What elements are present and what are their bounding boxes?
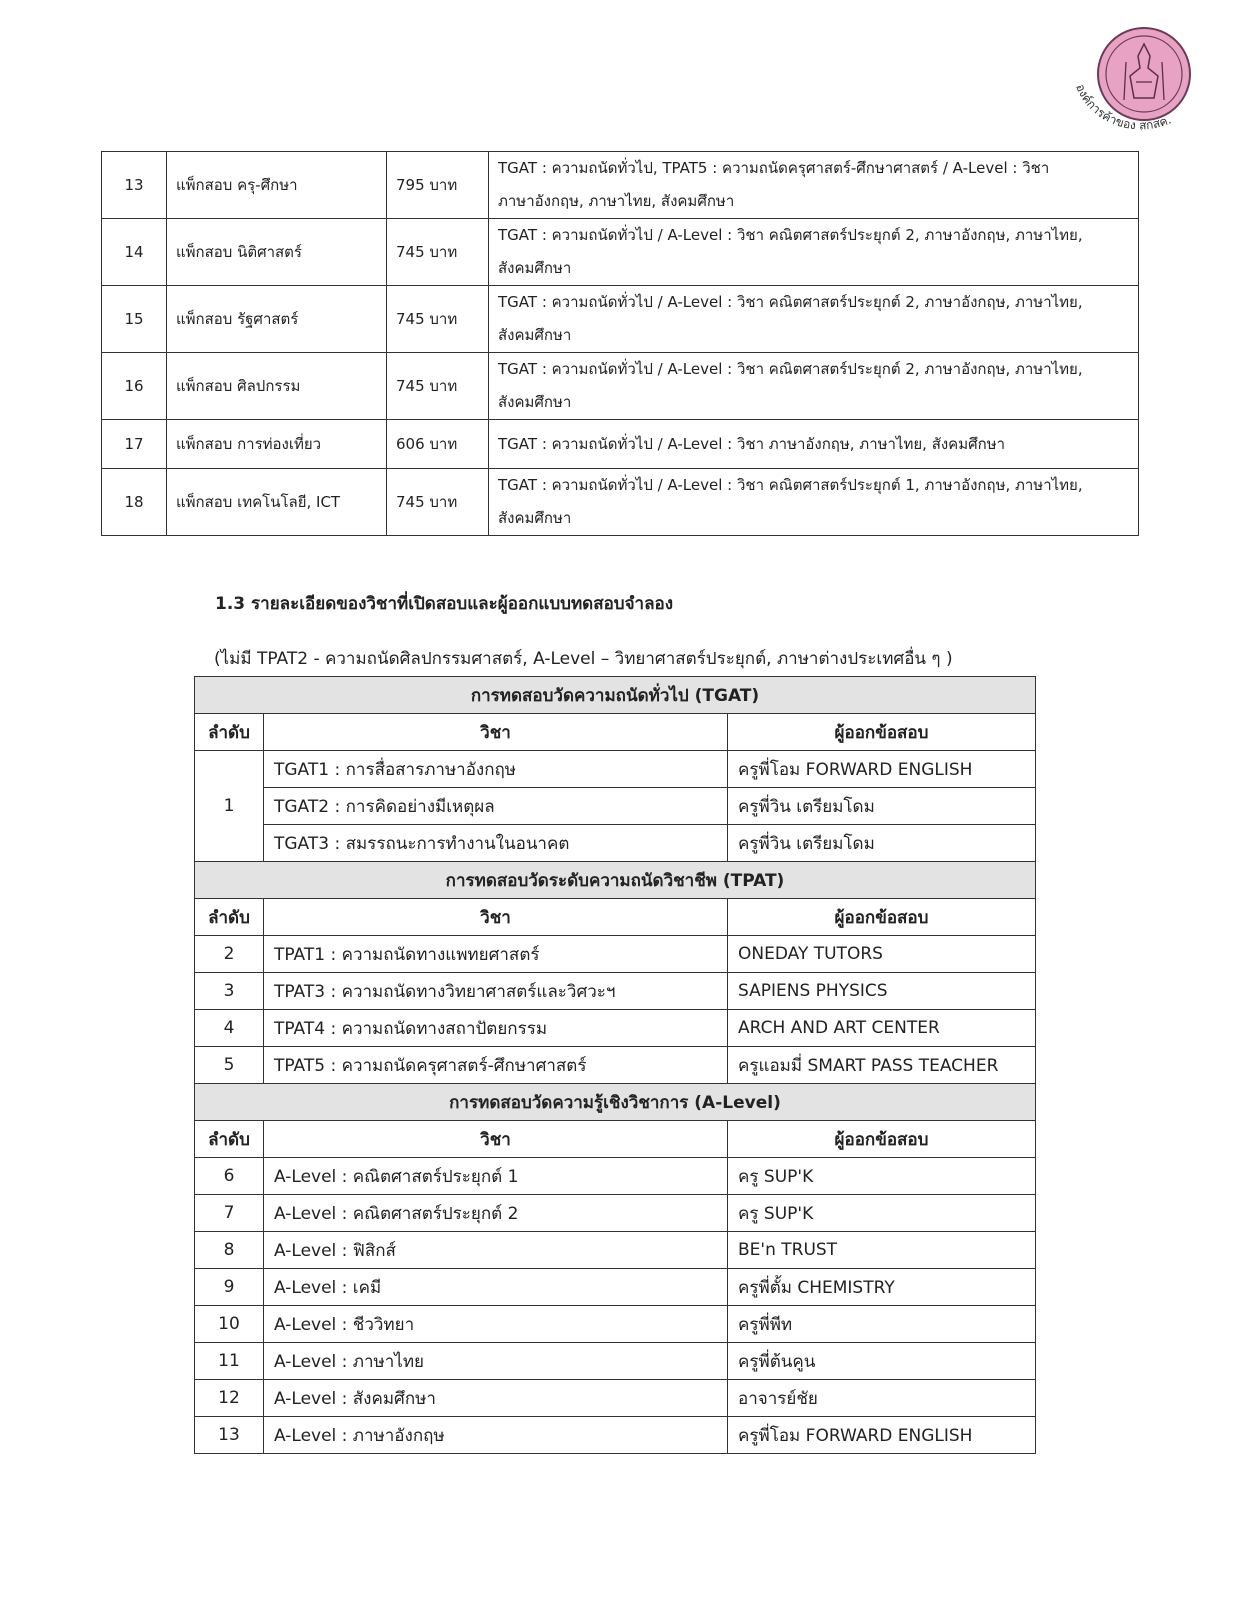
- column-header-subject: วิชา: [264, 1121, 728, 1158]
- package-subjects-line: ภาษาอังกฤษ, ภาษาไทย, สังคมศึกษา: [498, 192, 735, 210]
- table-row: [195, 973, 1036, 1010]
- author-cell: ครูพี่ตั้ม CHEMISTRY: [728, 1269, 1036, 1306]
- column-header-subject: วิชา: [264, 899, 728, 936]
- subject-cell: TPAT3 : ความถนัดทางวิทยาศาสตร์และวิศวะฯ: [264, 973, 728, 1010]
- subject-author-table: [194, 676, 1036, 1454]
- column-header-no: ลำดับ: [195, 899, 264, 936]
- package-number: 13: [102, 152, 167, 219]
- subject-cell: TGAT2 : การคิดอย่างมีเหตุผล: [264, 788, 728, 825]
- subject-cell: A-Level : ชีววิทยา: [264, 1306, 728, 1343]
- package-subjects-line: TGAT : ความถนัดทั่วไป / A-Level : วิชา คณิตศาสตร์ประยุกต์ 2, ภาษาอังกฤษ, ภาษาไทย,: [498, 293, 1083, 311]
- column-header-author: ผู้ออกข้อสอบ: [728, 1121, 1036, 1158]
- subject-cell: TPAT4 : ความถนัดทางสถาปัตยกรรม: [264, 1010, 728, 1047]
- author-cell: ครูพี่ต้นคูน: [728, 1343, 1036, 1380]
- package-subjects-line: TGAT : ความถนัดทั่วไป / A-Level : วิชา คณิตศาสตร์ประยุกต์ 2, ภาษาอังกฤษ, ภาษาไทย,: [498, 226, 1083, 244]
- row-number: 12: [195, 1380, 264, 1417]
- table-row: [195, 1417, 1036, 1454]
- package-subjects: [489, 353, 1139, 420]
- package-subjects-line: TGAT : ความถนัดทั่วไป / A-Level : วิชา คณิตศาสตร์ประยุกต์ 1, ภาษาอังกฤษ, ภาษาไทย,: [498, 476, 1083, 494]
- row-number: 3: [195, 973, 264, 1010]
- package-number: 16: [102, 353, 167, 420]
- package-subjects-line: TGAT : ความถนัดทั่วไป / A-Level : วิชา ภาษาอังกฤษ, ภาษาไทย, สังคมศึกษา: [498, 434, 1006, 453]
- package-subjects-line: TGAT : ความถนัดทั่วไป / A-Level : วิชา คณิตศาสตร์ประยุกต์ 2, ภาษาอังกฤษ, ภาษาไทย,: [498, 360, 1083, 378]
- package-subjects: [489, 152, 1139, 219]
- package-row: [102, 286, 1139, 353]
- subject-cell: A-Level : ภาษาอังกฤษ: [264, 1417, 728, 1454]
- package-subjects: [489, 219, 1139, 286]
- table-row: [195, 1232, 1036, 1269]
- package-name: แพ็กสอบ รัฐศาสตร์: [167, 286, 387, 353]
- subject-cell: A-Level : ภาษาไทย: [264, 1343, 728, 1380]
- package-subjects: [489, 420, 1139, 469]
- column-header-subject: วิชา: [264, 714, 728, 751]
- package-subjects-line: สังคมศึกษา: [498, 509, 572, 527]
- author-cell: ครูพี่โอม FORWARD ENGLISH: [728, 751, 1036, 788]
- table-row: [195, 936, 1036, 973]
- section-heading: 1.3 รายละเอียดของวิชาที่เปิดสอบและผู้ออกแบบทดสอบจำลอง: [215, 594, 674, 614]
- table-row: [195, 825, 1036, 862]
- row-number: 8: [195, 1232, 264, 1269]
- author-cell: ARCH AND ART CENTER: [728, 1010, 1036, 1047]
- subject-cell: A-Level : คณิตศาสตร์ประยุกต์ 2: [264, 1195, 728, 1232]
- package-price: 606 บาท: [387, 420, 489, 469]
- subject-cell: TPAT1 : ความถนัดทางแพทยศาสตร์: [264, 936, 728, 973]
- tgat-group-header: การทดสอบวัดความถนัดทั่วไป (TGAT): [195, 677, 1036, 714]
- subject-cell: A-Level : สังคมศึกษา: [264, 1380, 728, 1417]
- subject-cell: TGAT1 : การสื่อสารภาษาอังกฤษ: [264, 751, 728, 788]
- author-cell: ONEDAY TUTORS: [728, 936, 1036, 973]
- author-cell: SAPIENS PHYSICS: [728, 973, 1036, 1010]
- package-row: [102, 353, 1139, 420]
- author-cell: ครูพี่วิน เตรียมโดม: [728, 788, 1036, 825]
- organization-seal-icon: [1066, 16, 1206, 146]
- table-row: [195, 1158, 1036, 1195]
- row-number: 7: [195, 1195, 264, 1232]
- row-number: 11: [195, 1343, 264, 1380]
- package-subjects-line: สังคมศึกษา: [498, 393, 572, 411]
- subject-cell: TGAT3 : สมรรถนะการทำงานในอนาคต: [264, 825, 728, 862]
- package-name: แพ็กสอบ ครุ-ศึกษา: [167, 152, 387, 219]
- row-number: 2: [195, 936, 264, 973]
- author-cell: BE'n TRUST: [728, 1232, 1036, 1269]
- package-name: แพ็กสอบ เทคโนโลยี, ICT: [167, 469, 387, 536]
- package-price: 745 บาท: [387, 286, 489, 353]
- table-row: [195, 1195, 1036, 1232]
- table-row: [195, 1010, 1036, 1047]
- author-cell: ครูแอมมี่ SMART PASS TEACHER: [728, 1047, 1036, 1084]
- package-row: [102, 152, 1139, 219]
- section-note: (ไม่มี TPAT2 - ความถนัดศิลปกรรมศาสตร์, A-Level – วิทยาศาสตร์ประยุกต์, ภาษาต่างประเทศอื่น ๆ ): [214, 649, 953, 669]
- package-name: แพ็กสอบ การท่องเที่ยว: [167, 420, 387, 469]
- svg-text:องค์การค้าของ สกสค.: องค์การค้าของ สกสค.: [1073, 81, 1174, 133]
- row-number: 9: [195, 1269, 264, 1306]
- subject-cell: A-Level : เคมี: [264, 1269, 728, 1306]
- row-number: 10: [195, 1306, 264, 1343]
- author-cell: ครู SUP'K: [728, 1195, 1036, 1232]
- table-row: [195, 1306, 1036, 1343]
- table-row: [195, 788, 1036, 825]
- package-price: 745 บาท: [387, 353, 489, 420]
- package-subjects: [489, 469, 1139, 536]
- author-cell: ครู SUP'K: [728, 1158, 1036, 1195]
- row-number: 13: [195, 1417, 264, 1454]
- alevel-group-header: การทดสอบวัดความรู้เชิงวิชาการ (A-Level): [195, 1084, 1036, 1121]
- package-name: แพ็กสอบ ศิลปกรรม: [167, 353, 387, 420]
- author-cell: ครูพี่โอม FORWARD ENGLISH: [728, 1417, 1036, 1454]
- row-number: 4: [195, 1010, 264, 1047]
- table-row: [195, 1047, 1036, 1084]
- author-cell: อาจารย์ชัย: [728, 1380, 1036, 1417]
- table-row: [195, 1343, 1036, 1380]
- package-subjects-line: สังคมศึกษา: [498, 326, 572, 344]
- package-price: 745 บาท: [387, 219, 489, 286]
- package-number: 17: [102, 420, 167, 469]
- row-number: 5: [195, 1047, 264, 1084]
- subject-cell: A-Level : ฟิสิกส์: [264, 1232, 728, 1269]
- row-number: 6: [195, 1158, 264, 1195]
- package-number: 18: [102, 469, 167, 536]
- package-number: 15: [102, 286, 167, 353]
- table-row: [195, 751, 1036, 788]
- column-header-no: ลำดับ: [195, 1121, 264, 1158]
- package-name: แพ็กสอบ นิติศาสตร์: [167, 219, 387, 286]
- tpat-group-header: การทดสอบวัดระดับความถนัดวิชาชีพ (TPAT): [195, 862, 1036, 899]
- column-header-author: ผู้ออกข้อสอบ: [728, 714, 1036, 751]
- package-table: [101, 151, 1139, 536]
- author-cell: ครูพี่วิน เตรียมโดม: [728, 825, 1036, 862]
- column-header-author: ผู้ออกข้อสอบ: [728, 899, 1036, 936]
- package-row: [102, 469, 1139, 536]
- package-row: [102, 219, 1139, 286]
- column-header-no: ลำดับ: [195, 714, 264, 751]
- row-number: 1: [195, 751, 264, 862]
- package-price: 745 บาท: [387, 469, 489, 536]
- package-number: 14: [102, 219, 167, 286]
- package-subjects-line: สังคมศึกษา: [498, 259, 572, 277]
- table-row: [195, 1269, 1036, 1306]
- package-subjects: [489, 286, 1139, 353]
- package-subjects-line: TGAT : ความถนัดทั่วไป, TPAT5 : ความถนัดครุศาสตร์-ศึกษาศาสตร์ / A-Level : วิชา: [498, 159, 1050, 177]
- subject-cell: A-Level : คณิตศาสตร์ประยุกต์ 1: [264, 1158, 728, 1195]
- table-row: [195, 1380, 1036, 1417]
- author-cell: ครูพี่พีท: [728, 1306, 1036, 1343]
- package-row: [102, 420, 1139, 469]
- package-price: 795 บาท: [387, 152, 489, 219]
- subject-cell: TPAT5 : ความถนัดครุศาสตร์-ศึกษาศาสตร์: [264, 1047, 728, 1084]
